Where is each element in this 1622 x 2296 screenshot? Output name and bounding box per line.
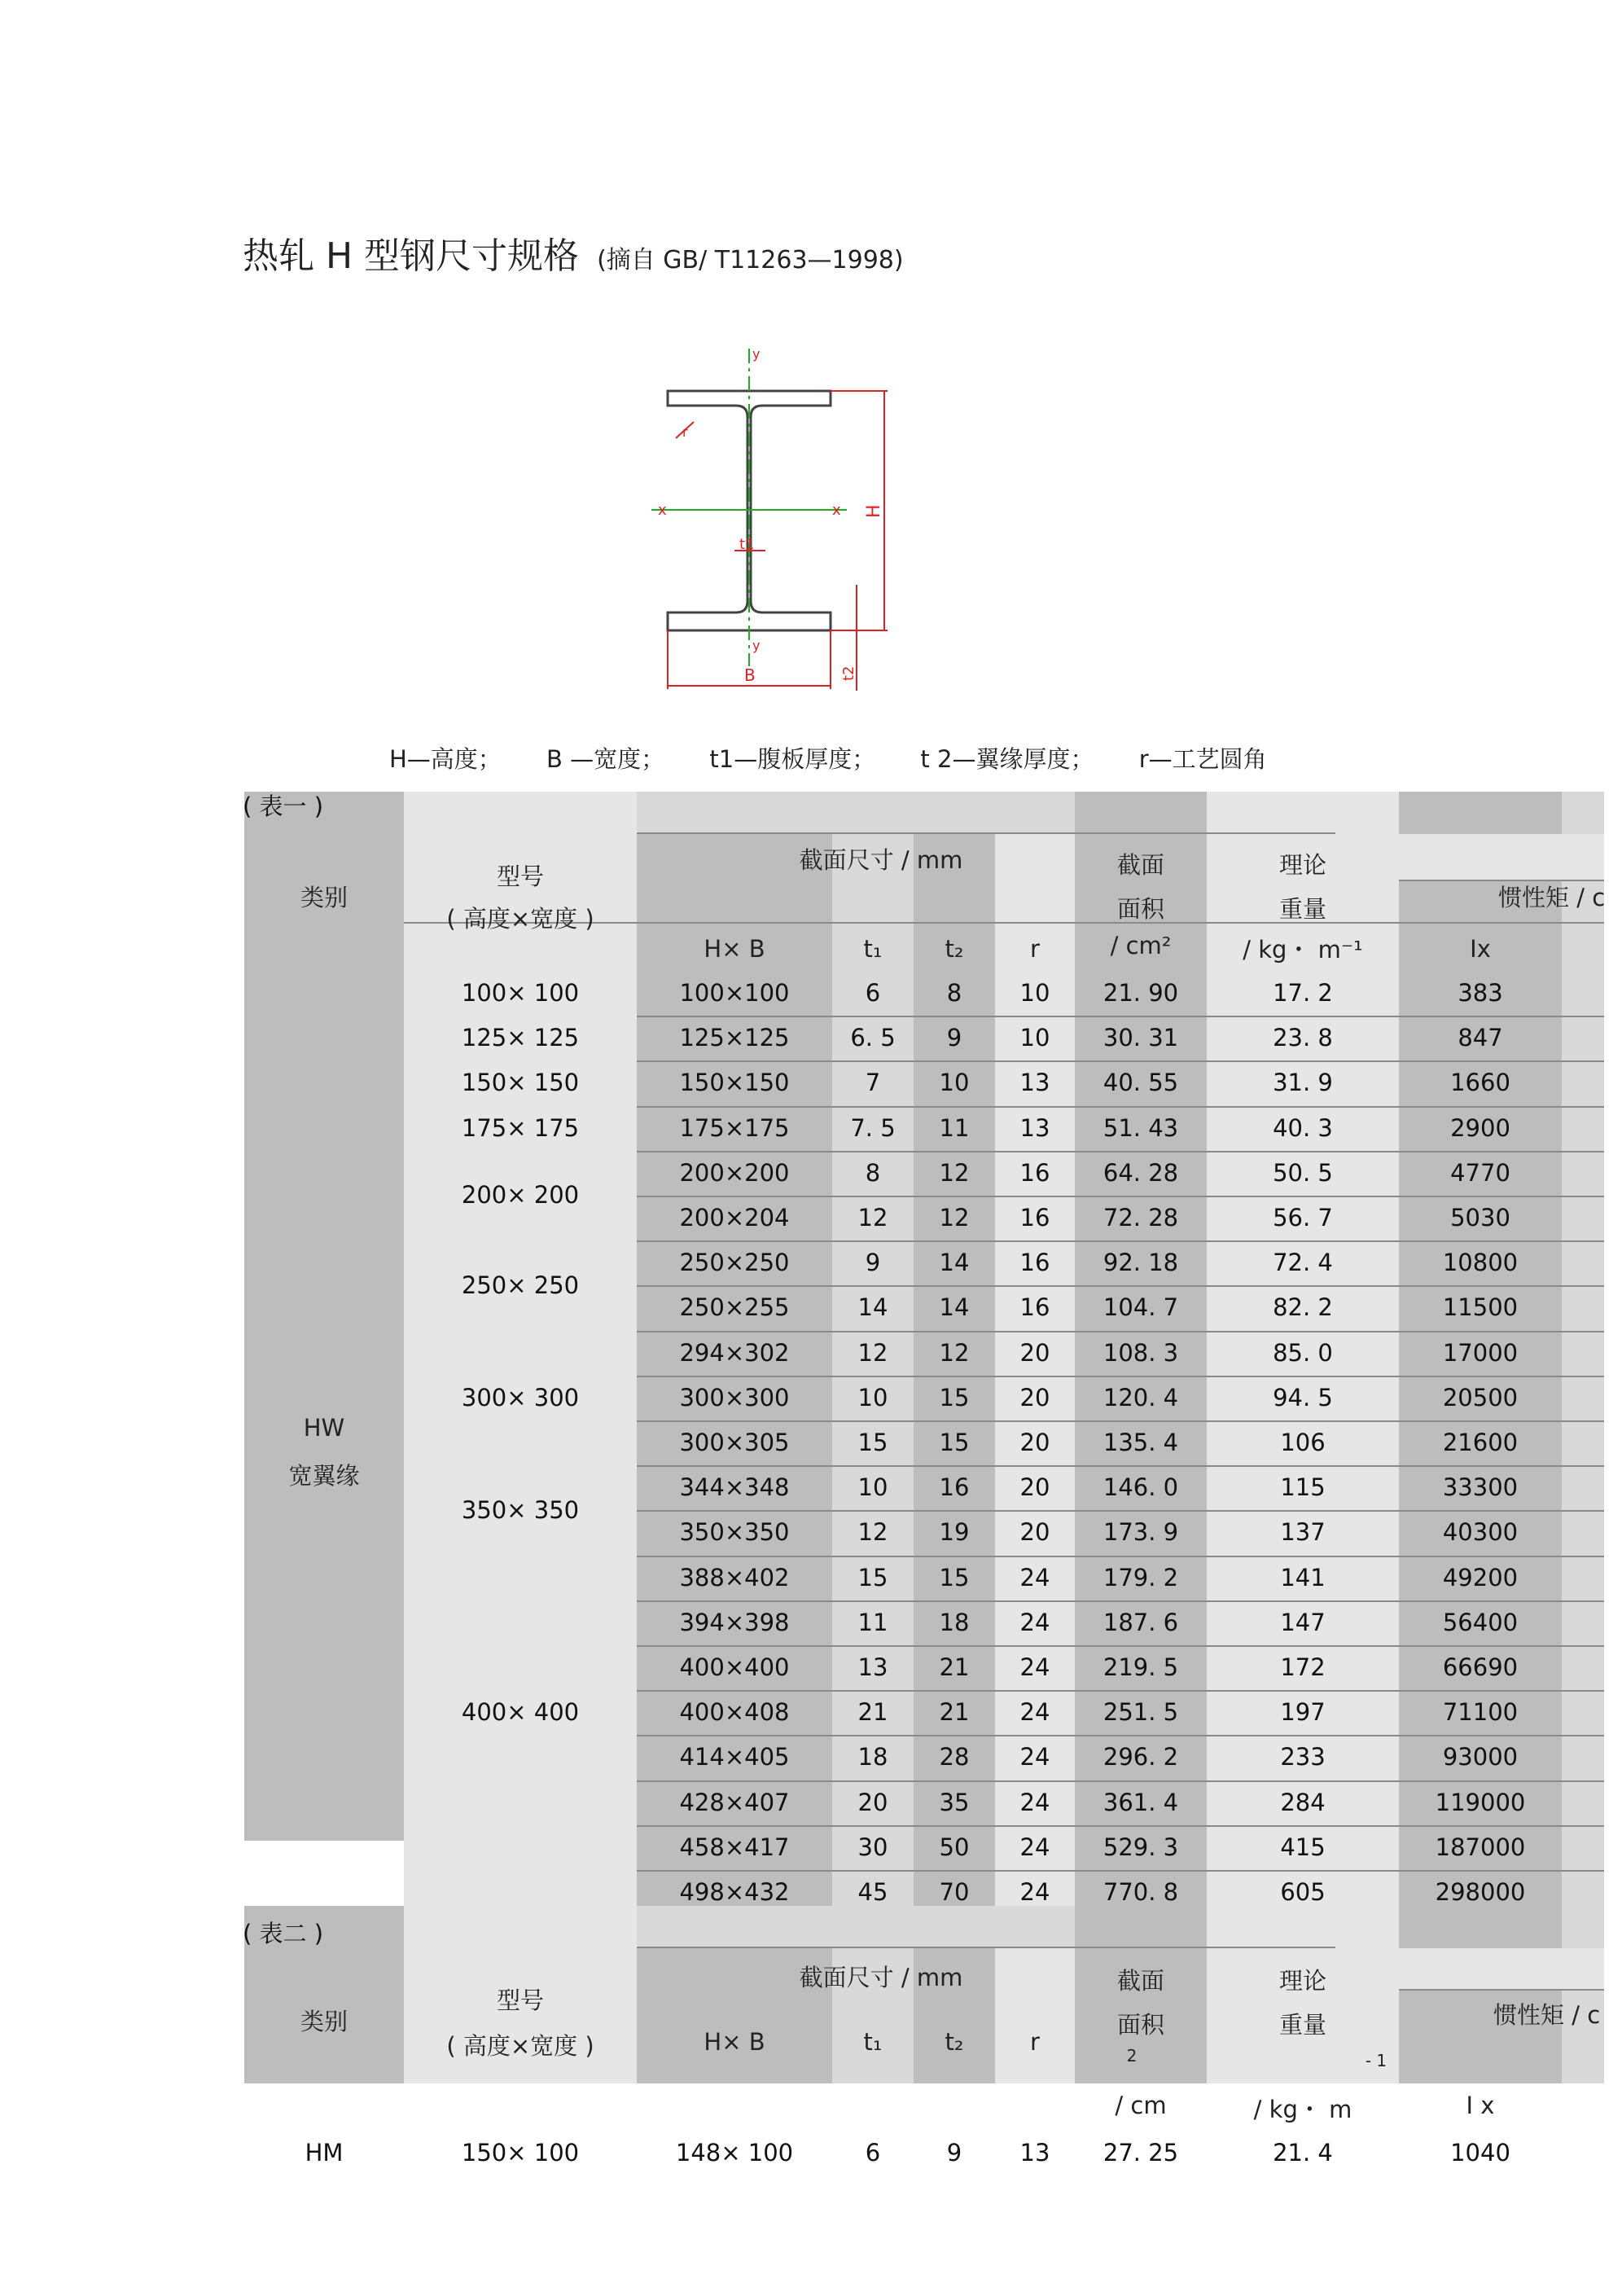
t2-header-model: 型号 — [496, 1987, 544, 2014]
model-label: 400× 400 — [461, 1698, 580, 1727]
table-cell: 49200 — [1442, 1563, 1519, 1591]
table-cell: 24 — [1019, 1608, 1050, 1636]
table-cell: 147 — [1280, 1608, 1326, 1636]
table-cell: 298000 — [1435, 1878, 1526, 1906]
table-cell: 6 — [865, 979, 881, 1007]
table-cell: 72. 28 — [1103, 1204, 1179, 1231]
table-cell: 7 — [865, 1069, 881, 1097]
table-cell: 13 — [1019, 1069, 1050, 1097]
table-cell: 12 — [857, 1204, 888, 1231]
table-cell: 45 — [857, 1878, 888, 1906]
table-cell: 40. 55 — [1103, 1069, 1179, 1097]
header-category: 类别 — [300, 884, 348, 911]
table-cell: 21 — [857, 1698, 888, 1727]
header-weight-2: 重量 — [1278, 895, 1326, 923]
table-cell: 383 — [1458, 979, 1503, 1007]
table-cell: 40. 3 — [1273, 1113, 1333, 1142]
label-t1: t1 — [739, 536, 755, 553]
table-cell: 16 — [1019, 1204, 1050, 1231]
table-cell: 20500 — [1442, 1383, 1519, 1411]
t2-header-category: 类别 — [300, 2008, 348, 2035]
table-cell: 13 — [1019, 1113, 1050, 1142]
table-cell: 2900 — [1450, 1113, 1510, 1142]
t2-header-area-2: 面积 — [1116, 2011, 1164, 2039]
table-cell: 71100 — [1442, 1698, 1519, 1727]
table-cell: 16 — [1019, 1249, 1050, 1277]
legend-item: H—高度； — [389, 745, 502, 773]
table-cell: 40300 — [1442, 1518, 1519, 1547]
label-y-top: y — [752, 346, 761, 362]
table-cell: 56400 — [1442, 1608, 1519, 1636]
table-cell: 4770 — [1450, 1158, 1510, 1187]
label-x-right: x — [832, 502, 841, 519]
table-cell: 14 — [939, 1249, 970, 1277]
header-inertia: 惯性矩 / c — [1498, 884, 1606, 911]
legend-item: r—工艺圆角 — [1138, 745, 1267, 773]
table-cell: 146. 0 — [1103, 1473, 1179, 1502]
header-r: r — [1030, 935, 1040, 963]
table-cell: 11500 — [1442, 1293, 1519, 1322]
table-cell: 250×255 — [679, 1293, 790, 1322]
label-x-left: x — [658, 502, 667, 519]
table-cell: 605 — [1280, 1878, 1326, 1906]
table-cell: 17000 — [1442, 1338, 1519, 1367]
table-cell: 8 — [865, 1158, 881, 1187]
table-cell: 414×405 — [679, 1743, 790, 1771]
label-H: H — [864, 504, 884, 518]
table-cell: 251. 5 — [1103, 1698, 1179, 1727]
table-cell: 94. 5 — [1273, 1383, 1333, 1411]
table-cell: 394×398 — [679, 1608, 790, 1636]
table-cell: 173. 9 — [1103, 1518, 1179, 1547]
table-cell: 72. 4 — [1273, 1249, 1333, 1277]
table-cell: 233 — [1280, 1743, 1326, 1771]
table-cell: 14 — [857, 1293, 888, 1322]
category-code: HW — [303, 1414, 345, 1442]
table-2 — [244, 1906, 1604, 2166]
table-cell: 6. 5 — [850, 1024, 896, 1052]
table-cell: 30 — [857, 1833, 888, 1861]
t2-header-area-unit: / cm — [1115, 2092, 1167, 2119]
table-cell: 9 — [946, 1024, 962, 1052]
table-cell: 20 — [857, 1788, 888, 1816]
model-label: 125× 125 — [461, 1024, 580, 1052]
table-cell: 15 — [939, 1383, 970, 1411]
table-cell: 529. 3 — [1103, 1833, 1179, 1861]
model-label: 250× 250 — [461, 1271, 580, 1299]
header-section-dims: 截面尺寸 / mm — [799, 846, 963, 874]
table-cell: 11 — [857, 1608, 888, 1636]
table-cell: 18 — [857, 1743, 888, 1771]
t2-header-weight-1: 理论 — [1278, 1967, 1326, 1995]
table-cell: 104. 7 — [1103, 1293, 1179, 1322]
table-cell: 141 — [1280, 1563, 1326, 1591]
table-cell: 284 — [1280, 1788, 1326, 1816]
header-hxb: H× B — [704, 935, 765, 963]
table-2-label: ( 表二 ) — [243, 1920, 324, 1947]
table-cell: 21. 4 — [1273, 2139, 1333, 2166]
table-cell: 458×417 — [679, 1833, 790, 1861]
table-cell: 18 — [939, 1608, 970, 1636]
table-cell: 27. 25 — [1103, 2139, 1179, 2166]
t2-header-area-sup: 2 — [1126, 2046, 1138, 2066]
title-source: (摘自 GB/ T11263—1998) — [597, 246, 904, 274]
table-cell: 24 — [1019, 1743, 1050, 1771]
table-cell: 14 — [939, 1293, 970, 1322]
table-cell: 24 — [1019, 1788, 1050, 1816]
header-t2: t₂ — [945, 935, 964, 963]
table-cell: 20 — [1019, 1429, 1050, 1456]
table-cell: 33300 — [1442, 1473, 1519, 1502]
table-cell: 10 — [939, 1069, 970, 1097]
model-label: 350× 350 — [461, 1495, 580, 1524]
table-cell: 24 — [1019, 1698, 1050, 1727]
t2-header-r: r — [1030, 2028, 1040, 2056]
table-cell: 24 — [1019, 1833, 1050, 1861]
table-cell: 50 — [939, 1833, 970, 1861]
category-name: 宽翼缘 — [288, 1462, 360, 1490]
table-cell: 15 — [857, 1563, 888, 1591]
table-cell: 187. 6 — [1103, 1608, 1179, 1636]
table-cell: 31. 9 — [1273, 1069, 1333, 1097]
table-cell: 150× 100 — [461, 2139, 580, 2166]
table-cell: 20 — [1019, 1473, 1050, 1502]
table-cell: 296. 2 — [1103, 1743, 1179, 1771]
table-cell: 250×250 — [679, 1249, 790, 1277]
table-cell: 6 — [865, 2139, 881, 2166]
table-cell: 21 — [939, 1653, 970, 1681]
table-cell: 172 — [1280, 1653, 1326, 1681]
table-cell: 200×204 — [679, 1204, 790, 1231]
table-cell: 66690 — [1442, 1653, 1519, 1681]
table-cell: 8 — [946, 979, 962, 1007]
table-cell: 137 — [1280, 1518, 1326, 1547]
table-cell: 388×402 — [679, 1563, 790, 1591]
label-r: r — [682, 424, 688, 440]
table-cell: 10 — [1019, 979, 1050, 1007]
label-t2: t2 — [840, 665, 857, 681]
table-cell: 20 — [1019, 1338, 1050, 1367]
table-cell: 1660 — [1450, 1069, 1510, 1097]
table-cell: 20 — [1019, 1518, 1050, 1547]
header-ix: Ix — [1470, 935, 1491, 963]
table-cell: 1040 — [1450, 2139, 1510, 2166]
table-cell: 28 — [939, 1743, 970, 1771]
table-cell: 17. 2 — [1273, 979, 1333, 1007]
table-cell: 11 — [939, 1113, 970, 1142]
table-cell: 400×408 — [679, 1698, 790, 1727]
table-cell: 200×200 — [679, 1158, 790, 1187]
table-cell: 15 — [939, 1563, 970, 1591]
table-cell: 15 — [939, 1429, 970, 1456]
model-label: 300× 300 — [461, 1383, 580, 1411]
table-cell: 350×350 — [679, 1518, 790, 1547]
model-label: 150× 150 — [461, 1069, 580, 1097]
model-label: 100× 100 — [461, 979, 580, 1007]
t2-header-weight-sup: - 1 — [1365, 2051, 1387, 2070]
table-cell: 10 — [1019, 1024, 1050, 1052]
table-cell: 150×150 — [679, 1069, 790, 1097]
table-cell: 35 — [939, 1788, 970, 1816]
t2-header-hxb: H× B — [704, 2028, 765, 2056]
t2-header-ix: I x — [1466, 2092, 1495, 2119]
title-main: 热轧 H 型钢尺寸规格 — [243, 235, 580, 277]
header-area-unit: / cm² — [1110, 932, 1172, 959]
table-1 — [244, 792, 1604, 1912]
table-cell: 56. 7 — [1273, 1204, 1333, 1231]
table-cell: 415 — [1280, 1833, 1326, 1861]
table-cell: 7. 5 — [850, 1113, 896, 1142]
table-cell: 120. 4 — [1103, 1383, 1179, 1411]
table-cell: HM — [305, 2139, 344, 2166]
table-cell: 9 — [865, 1249, 881, 1277]
model-label: 175× 175 — [461, 1113, 580, 1142]
t2-header-t1: t₁ — [863, 2028, 883, 2056]
t2-header-inertia: 惯性矩 / c — [1493, 2001, 1601, 2029]
label-B: B — [744, 665, 756, 685]
table-cell: 135. 4 — [1103, 1429, 1179, 1456]
header-model-sub: ( 高度×宽度 ) — [446, 905, 594, 933]
table-cell: 12 — [857, 1518, 888, 1547]
table-cell: 847 — [1458, 1024, 1503, 1052]
table-cell: 16 — [939, 1473, 970, 1502]
table-cell: 294×302 — [679, 1338, 790, 1367]
legend-item: t1—腹板厚度； — [709, 745, 876, 773]
table-cell: 197 — [1280, 1698, 1326, 1727]
table-cell: 179. 2 — [1103, 1563, 1179, 1591]
table-cell: 187000 — [1435, 1833, 1526, 1861]
table-cell: 498×432 — [679, 1878, 790, 1906]
table-cell: 300×305 — [679, 1429, 790, 1456]
table-cell: 361. 4 — [1103, 1788, 1179, 1816]
table-cell: 23. 8 — [1273, 1024, 1333, 1052]
table-cell: 9 — [946, 2139, 962, 2166]
table-cell: 64. 28 — [1103, 1158, 1179, 1187]
table-cell: 770. 8 — [1103, 1878, 1179, 1906]
table-cell: 24 — [1019, 1653, 1050, 1681]
table-cell: 21. 90 — [1103, 979, 1179, 1007]
symbol-legend — [389, 741, 1304, 775]
table-cell: 21 — [939, 1698, 970, 1727]
legend-item: B —宽度； — [546, 745, 665, 773]
t2-header-weight-2: 重量 — [1278, 2011, 1326, 2039]
table-cell: 24 — [1019, 1563, 1050, 1591]
table-cell: 92. 18 — [1103, 1249, 1179, 1277]
table-cell: 16 — [1019, 1158, 1050, 1187]
table-cell: 82. 2 — [1273, 1293, 1333, 1322]
table-cell: 175×175 — [679, 1113, 790, 1142]
t2-header-t2: t₂ — [945, 2028, 964, 2056]
header-area-2: 面积 — [1116, 895, 1164, 923]
table-cell: 24 — [1019, 1878, 1050, 1906]
table-cell: 15 — [857, 1429, 888, 1456]
table-cell: 428×407 — [679, 1788, 790, 1816]
table-cell: 30. 31 — [1103, 1024, 1179, 1052]
table-1-label: ( 表一 ) — [243, 792, 324, 820]
table-cell: 50. 5 — [1273, 1158, 1333, 1187]
table-cell: 85. 0 — [1273, 1338, 1333, 1367]
table-cell: 51. 43 — [1103, 1113, 1179, 1142]
table-cell: 12 — [939, 1204, 970, 1231]
t2-header-section-dims: 截面尺寸 / mm — [799, 1964, 963, 1991]
table-cell: 12 — [857, 1338, 888, 1367]
t2-header-model-sub: ( 高度×宽度 ) — [446, 2032, 594, 2060]
header-weight-unit: / kg・ m⁻¹ — [1243, 936, 1363, 964]
table-cell: 20 — [1019, 1383, 1050, 1411]
h-beam-section-diagram — [643, 340, 912, 699]
t2-header-area-1: 截面 — [1116, 1967, 1164, 1995]
table-cell: 21600 — [1442, 1429, 1519, 1456]
table-cell: 119000 — [1435, 1788, 1526, 1816]
table-cell: 5030 — [1450, 1204, 1510, 1231]
table-cell: 219. 5 — [1103, 1653, 1179, 1681]
table-cell: 125×125 — [679, 1024, 790, 1052]
table-cell: 16 — [1019, 1293, 1050, 1322]
table-cell: 400×400 — [679, 1653, 790, 1681]
table-cell: 10 — [857, 1383, 888, 1411]
header-model: 型号 — [496, 863, 544, 890]
table-cell: 12 — [939, 1338, 970, 1367]
table-cell: 13 — [857, 1653, 888, 1681]
legend-item: t 2—翼缘厚度； — [920, 745, 1094, 773]
label-y-bottom: y — [752, 638, 761, 653]
model-label: 200× 200 — [461, 1181, 580, 1209]
header-area-1: 截面 — [1116, 851, 1164, 879]
header-weight-1: 理论 — [1278, 851, 1326, 879]
table-cell: 108. 3 — [1103, 1338, 1179, 1367]
table-cell: 10 — [857, 1473, 888, 1502]
table-cell: 12 — [939, 1158, 970, 1187]
table-cell: 100×100 — [679, 979, 790, 1007]
header-t1: t₁ — [863, 935, 883, 963]
t2-header-weight-unit: / kg・ m — [1253, 2096, 1352, 2123]
table-cell: 70 — [939, 1878, 970, 1906]
table-cell: 13 — [1019, 2139, 1050, 2166]
table-cell: 93000 — [1442, 1743, 1519, 1771]
table-cell: 115 — [1280, 1473, 1326, 1502]
table-cell: 19 — [939, 1518, 970, 1547]
table-cell: 300×300 — [679, 1383, 790, 1411]
table-cell: 10800 — [1442, 1249, 1519, 1277]
page-title — [243, 226, 904, 279]
table-cell: 106 — [1280, 1429, 1326, 1456]
table-cell: 344×348 — [679, 1473, 790, 1502]
table-cell: 148× 100 — [675, 2139, 794, 2166]
